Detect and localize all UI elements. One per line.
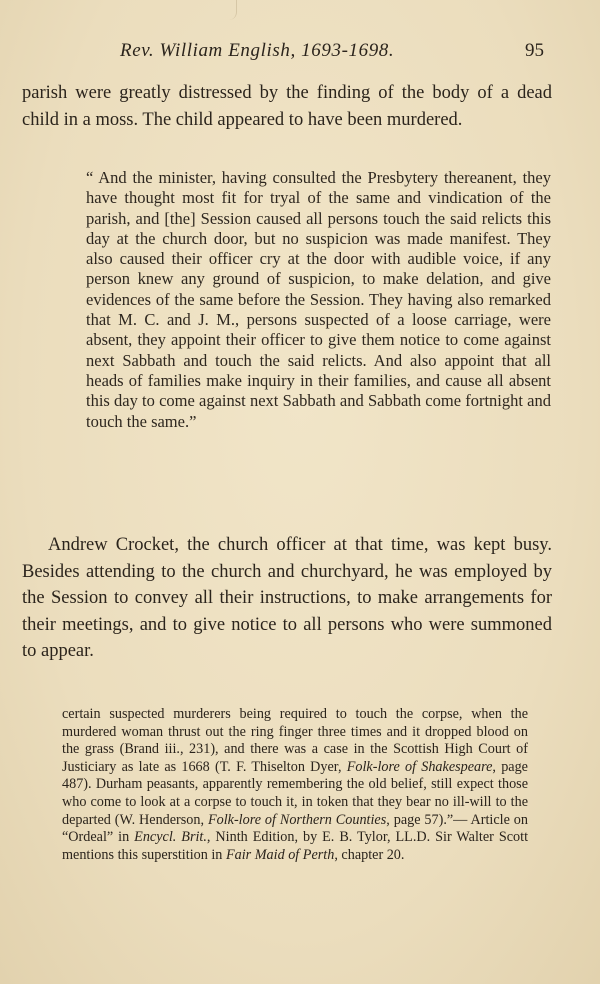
footnote — [62, 706, 528, 864]
paragraph-1: parish were greatly distressed by the finding of the body of a dead child in a moss. The child appeared to have been murdered. — [22, 83, 552, 130]
running-title: Rev. William English, 1693-1698. — [120, 40, 395, 61]
page-number: 95 — [525, 40, 544, 61]
session-record-quote: “ And the minister, having consulted the Presbytery thereanent, they have thought most fit for tryal of the same and vindication of the parish, and [the] Session caused all persons touch the said relicts this day at the church door, but no suspicion was made manifest. They also caused their officer cry at the door with audible voice, if any person knew any ground of suspicion, to make delation, and give evidences of the same before the Session. They having also remarked that M. C. and J. M., persons suspected of a loose carriage, were absent, they appoint their officer to give them notice to come against next Sabbath and touch the said relicts. And also appoint that all heads of families make inquiry in their families, and cause all absent this day to come against next Sabbath and Sabbath come fortnight and touch the same.” — [86, 168, 551, 431]
footnote-text-2: , page 487). Durham peasants, apparently remembering the old belief, still expect those who come to look at a corpse to touch it, in token that they bear no ill-will to the departed (W. Henderson, — [62, 758, 528, 828]
footnote-title-1: Folk-lore of Shakespeare — [346, 758, 493, 775]
footnote-title-4: Fair Maid of Perth — [225, 846, 335, 863]
page-header — [0, 40, 600, 66]
footnote-text-3: , page 57).”— Article on “Ordeal” in — [62, 811, 528, 846]
paper-crease-mark — [228, 0, 237, 20]
footnote-title-2: Folk-lore of Northern Counties — [207, 811, 387, 828]
footnote-title-3: Encycl. Brit. — [134, 829, 207, 846]
footnote-text-5: , chapter 20. — [334, 846, 405, 863]
paragraph-2: Andrew Crocket, the church officer at that time, was kept busy. Besides attending to the church and churchyard, he was employed by the Session to convey all their instructions, to make arrangements for their meetings, and to give notice to all persons who were summoned to appear. — [22, 535, 552, 661]
footnote-text-1: certain suspected murderers being required to touch the corpse, when the murdered woman thrust out the ring finger three times and it dropped blood on the grass (Brand iii., 231), and there was a case in the Scottish High Court of Justiciary as late as 1668 (T. F. Thiselton Dyer, — [62, 706, 528, 775]
footnote-text-4: , Ninth Edition, by E. B. Tylor, LL.D. Sir Walter Scott mentions this superstition in — [62, 829, 529, 863]
